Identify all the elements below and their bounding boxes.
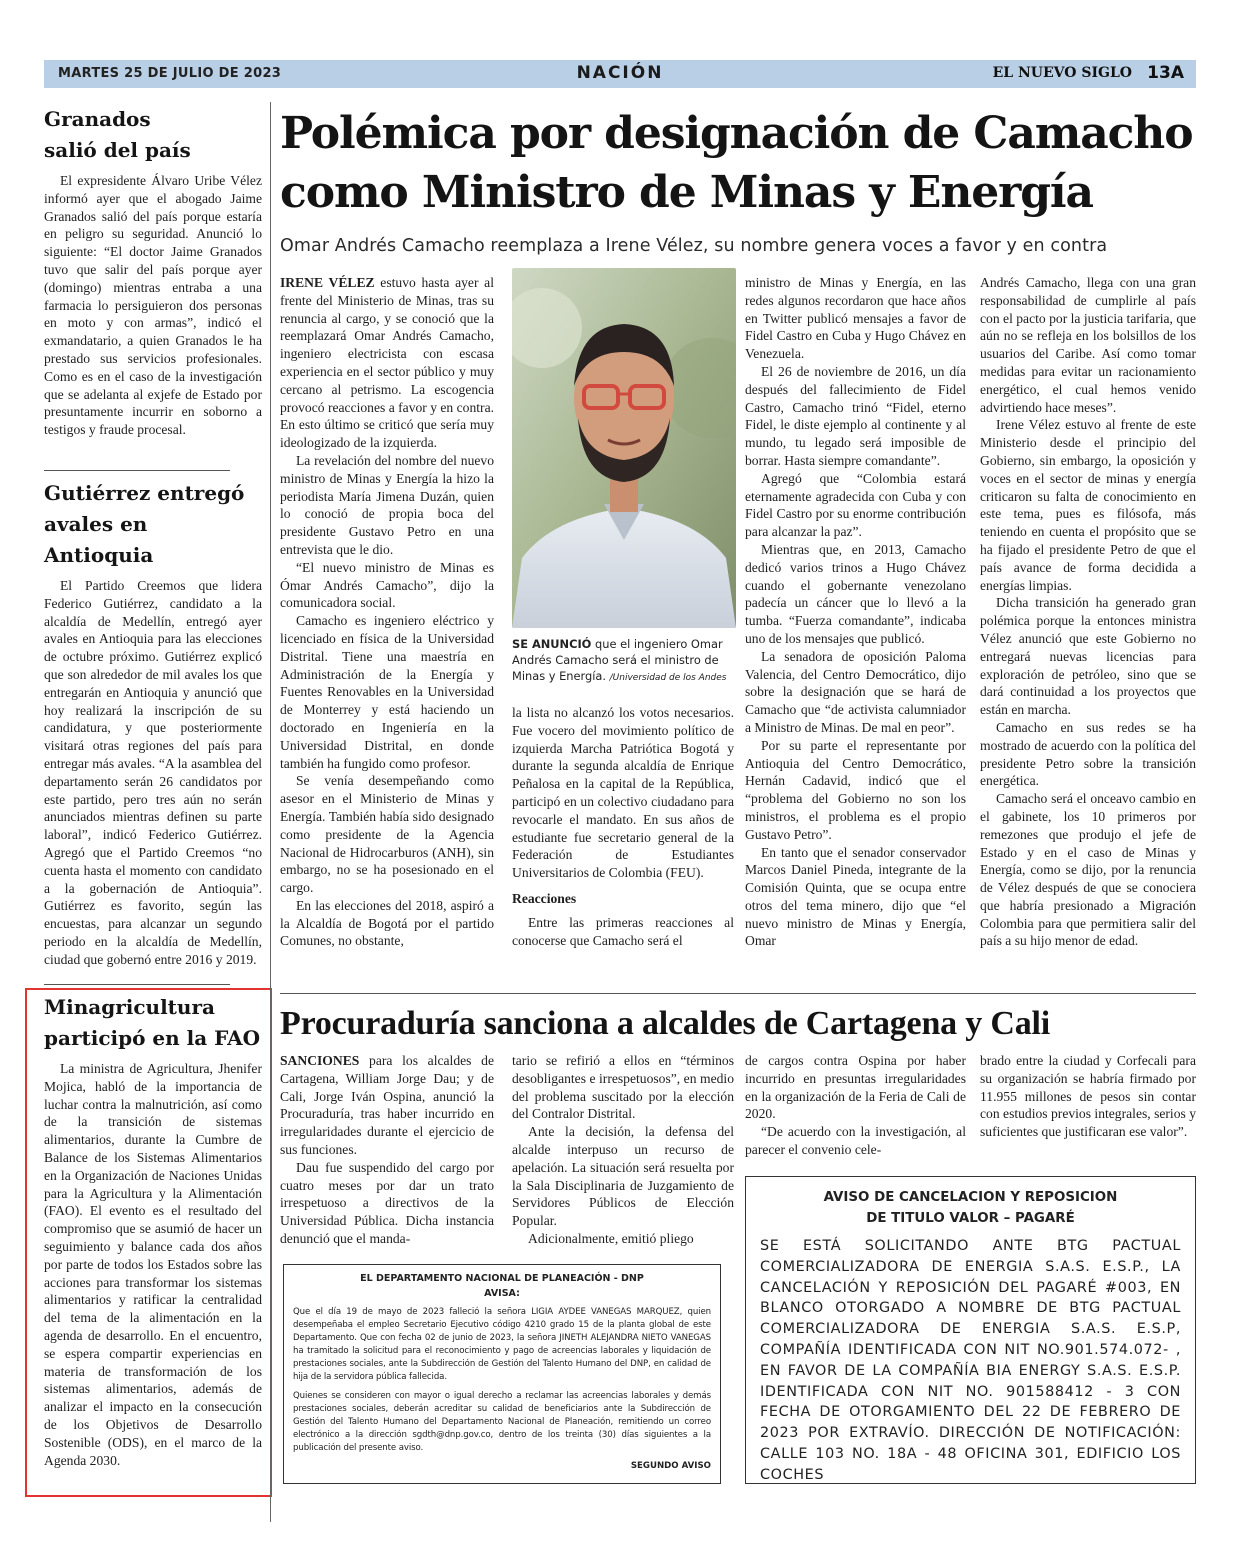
notice-signature: SEGUNDO AVISO bbox=[630, 1461, 711, 1471]
article-column-2 bbox=[512, 704, 734, 949]
brief-title-line2: salió del país bbox=[44, 138, 191, 162]
newspaper-name: EL NUEVO SIGLO bbox=[992, 65, 1132, 81]
paragraph: Dau fue suspendido del cargo por cuatro meses por dar un trato irrespetuoso a directivos de la Universidad Pública. Dicha instancia denunció que el manda- bbox=[280, 1159, 494, 1246]
paragraph: Andrés Camacho, llega con una gran responsabilidad de cumplirle al país con el pacto por la justicia tarifaria, que aún no se refleja en los bolsillos de los usuarios del Caribe. Así como tomar medidas para evitar un racionamiento energético, el cual hemos venido advirtiendo hace meses”. bbox=[980, 275, 1196, 415]
paragraph: Camacho será el onceavo cambio en el gabinete, los 10 primeros por remezones que produjo el jefe de Estado y en el caso de Minas y Energía, como se dijo, por la renuncia de Vélez después de que se conociera que habría presionado a Migración Colombia para que permitiera salir del país a su hijo menor de edad. bbox=[980, 791, 1196, 949]
paragraph: Irene Vélez estuvo al frente de este Ministerio desde el principio del Gobierno, sin embargo, la oposición y voces en el sector de minas y energía criticaron su falta de conocimiento en este tema, pues es filósofa, más teniendo en cuenta el propósito que se ha fijado el presidente Petro de que el país avance de forma decidida a energías limpias. bbox=[980, 417, 1196, 593]
divider bbox=[44, 470, 230, 471]
paragraph: Agregó que “Colombia estará eternamente agradecida con Cuba y con Fidel Castro por su enorme contribución para alcanzar la paz”. bbox=[745, 470, 966, 540]
photo-caption: SE ANUNCIÓ que el ingeniero Omar Andrés Camacho será el ministro de Minas y Energía. /Universidad de los Andes bbox=[512, 637, 727, 683]
paragraph: “De acuerdo con la investigación, al parecer el convenio cele- bbox=[745, 1124, 966, 1157]
minister-photo bbox=[512, 268, 736, 628]
main-subhead: Omar Andrés Camacho reemplaza a Irene Vélez, su nombre genera voces a favor y en contra bbox=[280, 236, 1108, 256]
paragraph: Dicha transición ha generado gran polémica porque la entonces ministra Vélez anunció que este Gobierno no entregará nuevas licencias para exploración de petróleo, sino que se dará continuidad a los proyectos que están en marcha. bbox=[980, 595, 1196, 718]
paragraph: La revelación del nombre del nuevo ministro de Minas y Energía la hizo la periodista María Jimena Duzán, quien lo conoció de propia boca del presidente Gustavo Petro en una entrevista que le dio. bbox=[280, 452, 494, 557]
divider bbox=[44, 984, 230, 985]
brief-gutierrez bbox=[44, 478, 262, 969]
portrait-image bbox=[512, 268, 736, 628]
brief-text: La ministra de Agricultura, Jhenifer Mojica, habló de la importancia de luchar contra la malnutrición, así como de la transición de sistemas alimentarios, durante la Cumbre de Balance de los Sistemas Alimentarios en la Organización de Naciones Unidas para la Agricultura y la Alimentación (FAO). El evento es el resultado del compromiso que se asumió de hacer un seguimiento y balance cada dos años por parte de todos los Estados sobre las acciones para transformar los sistemas alimentarios y ratificar la centralidad del tema de la alimentación en la agenda de desarrollo. En el encuentro, se espera compartir experiencias en materia de transformación de los sistemas alimentarios, además de analizar el impacto en la consecución de los Objetivos de Desarrollo Sostenible (ODS), en el marco de la Agenda 2030. bbox=[44, 1061, 262, 1468]
paragraph: de cargos contra Ospina por haber incurrido en presuntas irregularidades en la organización de la Feria de Cali de 2020. bbox=[745, 1053, 966, 1122]
paragraph: “El nuevo ministro de Minas es Ómar Andrés Camacho”, dijo la comunicadora social. bbox=[280, 559, 494, 611]
paragraph: Adicionalmente, emitió pliego bbox=[528, 1230, 694, 1246]
aviso-body: SE ESTÁ SOLICITANDO ANTE BTG PACTUAL COMERCIALIZADORA DE ENERGIA S.A.S. E.S.P., LA CANCELACIÓN Y REPOSICIÓN DEL PAGARÉ #003, EN BLANCO OTORGADO A NOMBRE DE BTG PACTUAL COMERCIALIZADORA DE ENERGIA S.A.S. E.S.P, COMPAÑÍA IDENTIFICADA CON NIT NO.901.574.072- , EN FAVOR DE LA COMPAÑÍA BIA ENERGY S.A.S. E.S.P. IDENTIFICADA CON NIT NO. 901588412 - 3 CON FECHA DE OTORGAMIENTO DEL 22 DE FEBRERO DE 2023 POR EXTRAVÍO. DIRECCIÓN DE NOTIFICACIÓN: CALLE 103 NO. 18A - 48 OFICINA 301, EDIFICIO LOS COCHES bbox=[760, 1238, 1181, 1483]
paragraph: Entre las primeras reacciones al conocerse que Camacho será el bbox=[512, 914, 734, 948]
paragraph: tario se refirió a ellos en “términos desobligantes e irrespetuosos”, en medio del problema suscitado por la elección del Contralor Distrital. bbox=[512, 1053, 734, 1122]
paragraph: la lista no alcanzó los votos necesarios. Fue vocero del movimiento político de izquierda Marcha Patriótica Bogotá y durante la segunda alcaldía de Enrique Peñalosa en la capital de la República, participó en un colectivo ciudadano para revocarle el mandato. En sus años de estudiante fue secretario general de la Federación de Estudiantes Universitarios de Colombia (FEU). bbox=[512, 705, 734, 881]
paragraph: Por su parte el representante por Antioquia del Centro Democrático, Hernán Cadavid, indicó que el “problema del Gobierno no son los ministros, el problema es el propio Gustavo Petro”. bbox=[745, 737, 966, 842]
page-header bbox=[44, 60, 1196, 88]
paragraph: El 26 de noviembre de 2016, un día después del fallecimiento de Fidel Castro, Camacho trinó “Fidel, eterno Fidel, le diste ejemplo al continente y al mundo, tu legado será imposible de borrar. Hasta siempre comandante”. bbox=[745, 363, 966, 468]
lead-name: IRENE VÉLEZ bbox=[280, 275, 375, 290]
brief-text: El Partido Creemos que lidera Federico Gutiérrez, candidato a la alcaldía de Medellín, entregó ayer avales en Antioquia para las elecciones de octubre próximo. Gutiérrez explicó que son alrededor de mil avales los que entregarán en Antioquia y anunció que hoy realizará la inscripción de su candidatura, y que posteriormente visitará otras regiones del país para entregar más avales. “A la asamblea del departamento serán 26 candidatos por este partido, pero tres aún no serán anunciados mientras definen su parte laboral”, indicó Federico Gutiérrez. Agregó que el Partido Creemos “no cuenta hasta el momento con candidato a la gobernación de Antioquia”. Gutiérrez es favorito, según las encuestas, para alcanzar un segundo periodo en la alcaldía de Medellín, ciudad que gobernó entre 2016 y 2019. bbox=[44, 578, 262, 967]
second-column-2 bbox=[512, 1052, 734, 1248]
section-subhead: Reacciones bbox=[512, 890, 577, 906]
divider bbox=[280, 993, 1196, 994]
article-column-1 bbox=[280, 274, 494, 950]
brief-title: Gutiérrez entregó bbox=[44, 481, 245, 505]
column-divider bbox=[270, 102, 271, 1522]
second-headline: Procuraduría sanciona a alcaldes de Cartagena y Cali bbox=[280, 1005, 1051, 1042]
lead-name: SANCIONES bbox=[280, 1053, 360, 1068]
page-number: 13A bbox=[1147, 63, 1184, 83]
issue-date: MARTES 25 DE JULIO DE 2023 bbox=[58, 66, 282, 81]
paragraph: Ante la decisión, la defensa del alcalde interpuso un recurso de apelación. La situación será resuelta por la Sala Disciplinaria de Juzgamiento de Servidores Públicos de Elección Popular. bbox=[512, 1124, 734, 1229]
paragraph: para los alcaldes de Cartagena, William Jorge Dau; y de Cali, Jorge Iván Ospina, anunció la Procuraduría, tras haber incurrido en irregularidades durante el ejercicio de sus funciones. bbox=[280, 1053, 494, 1157]
paragraph: brado entre la ciudad y Corfecali para su organización se habría firmado por 11.955 millones de pesos sin contar con estudios previos integrales, serios y suficientes que justificaran ese valor”. bbox=[980, 1053, 1196, 1140]
aviso-box bbox=[745, 1176, 1196, 1484]
paragraph: estuvo hasta ayer al frente del Ministerio de Minas, tras su renuncia al cargo, y se conoció que la reemplazará Omar Andrés Camacho, ingeniero electricista con escasa experiencia en el sector público y muy cercano al petrismo. La escogencia provocó reacciones a favor y en contra. En esto último se criticó que sería muy ideologizado de la izquierda. bbox=[280, 275, 494, 451]
paragraph: En las elecciones del 2018, aspiró a la Alcaldía de Bogotá por el partido Comunes, no obstante, bbox=[280, 897, 494, 949]
brief-title: Minagricultura bbox=[44, 995, 215, 1019]
section-title: NACIÓN bbox=[576, 63, 664, 83]
paragraph: ministro de Minas y Energía, en las redes algunos recordaron que hace años en Twitter publicó mensajes a favor de Fidel Castro en Cuba y Hugo Chávez en Venezuela. bbox=[745, 275, 966, 362]
article-column-3 bbox=[745, 274, 966, 950]
paragraph: Camacho en sus redes se ha mostrado de acuerdo con la política del presidente Petro sobre la transición energética. bbox=[980, 719, 1196, 789]
aviso-title: AVISO DE CANCELACION Y REPOSICION DE TITULO VALOR – PAGARÉ bbox=[823, 1190, 1118, 1226]
brief-granados bbox=[44, 104, 262, 439]
brief-title-line2: participó en la FAO bbox=[44, 1026, 261, 1050]
brief-title-line2: avales en Antioquia bbox=[44, 512, 154, 567]
notice-paragraph: Quienes se consideren con mayor o igual derecho a reclamar las acreencias laborales y demás prestaciones sociales, deberán acreditar su calidad de beneficiarios ante la Subdirección de Gestión del Talento Humano del Departamento Nacional de Planeación, remitiendo un correo electrónico a la dirección sgdth@dnp.gov.co, dentro de los treinta (30) días siguientes a la publicación del presente aviso. bbox=[293, 1391, 711, 1453]
second-column-1 bbox=[280, 1052, 494, 1248]
paragraph: Mientras que, en 2013, Camacho dedicó varios trinos a Hugo Chávez cuando el gobernante venezolano padecía un cáncer que lo llevó a la tumba. “Fuerza comandante”, indicaba uno de los mensajes que publicó. bbox=[745, 541, 966, 646]
brief-minagricultura bbox=[44, 992, 262, 1469]
notice-paragraph: Que el día 19 de mayo de 2023 falleció la señora LIGIA AYDEE VANEGAS MARQUEZ, quien desempeñaba el empleo Secretario Ejecutivo código 4210 grado 15 de la planta global de este Departamento. Que con fecha 02 de junio de 2023, la señora JINETH ALEJANDRA NIETO VANEGAS ha tramitado la solicitud para el reconocimiento y pago de acreencias laborales y liquidación de prestaciones sociales, ante la Subdirección de Gestión del Talento Humano del DNP, en calidad de hija de la servidora pública fallecida. bbox=[293, 1307, 711, 1382]
brief-text: El expresidente Álvaro Uribe Vélez informó ayer que el abogado Jaime Granados salió del país porque estaría en peligro su seguridad. Anunció lo siguiente: “El doctor Jaime Granados tuvo que salir del país porque ayer (domingo) mientras entraba a una farmacia lo persiguieron dos personas en moto y con armas”, indicó el exmandatario, a quien Granados le ha prestado sus servicios profesionales. Como es en el caso de la investigación que se adelanta al exjefe de Estado por presuntamente incurrir en soborno a testigos y fraude procesal. bbox=[44, 173, 262, 438]
paragraph: En tanto que el senador conservador Marcos Daniel Pineda, integrante de la Comisión Quinta, que se ocupa entre otros del tema minero, dijo que “el nuevo ministro de Minas y Energía, Omar bbox=[745, 844, 966, 949]
paragraph: Se venía desempeñando como asesor en el Ministerio de Minas y Energía. También había sido designado como presidente de la Agencia Nacional de Hidrocarburos (ANH), sin embargo, no se ha posesionado en el cargo. bbox=[280, 773, 494, 896]
paragraph: Camacho es ingeniero eléctrico y licenciado en física de la Universidad Distrital. Tiene una maestría en Administración de la Energía y Fuentes Renovables en la Universidad de Monterrey y está haciendo un doctorado en Ingeniería en la Universidad Distrital, en donde también ha fungido como profesor. bbox=[280, 613, 494, 771]
article-column-4 bbox=[980, 274, 1196, 950]
notice-title: EL DEPARTAMENTO NACIONAL DE PLANEACIÓN - DNP bbox=[360, 1273, 644, 1284]
notice-subtitle: AVISA: bbox=[484, 1288, 520, 1299]
dnp-notice bbox=[283, 1264, 721, 1484]
second-column-3 bbox=[745, 1052, 966, 1159]
main-headline: Polémica por designación de Camacho como Ministro de Minas y Energía bbox=[280, 108, 1193, 218]
second-column-4 bbox=[980, 1052, 1196, 1141]
paragraph: La senadora de oposición Paloma Valencia, del Centro Democrático, dijo sobre la designación que se hará de Camacho que “de activista calumniador a Ministro de Minas. De mal en peor”. bbox=[745, 648, 966, 735]
photo-credit: /Universidad de los Andes bbox=[609, 673, 727, 683]
brief-title: Granados bbox=[44, 107, 151, 131]
